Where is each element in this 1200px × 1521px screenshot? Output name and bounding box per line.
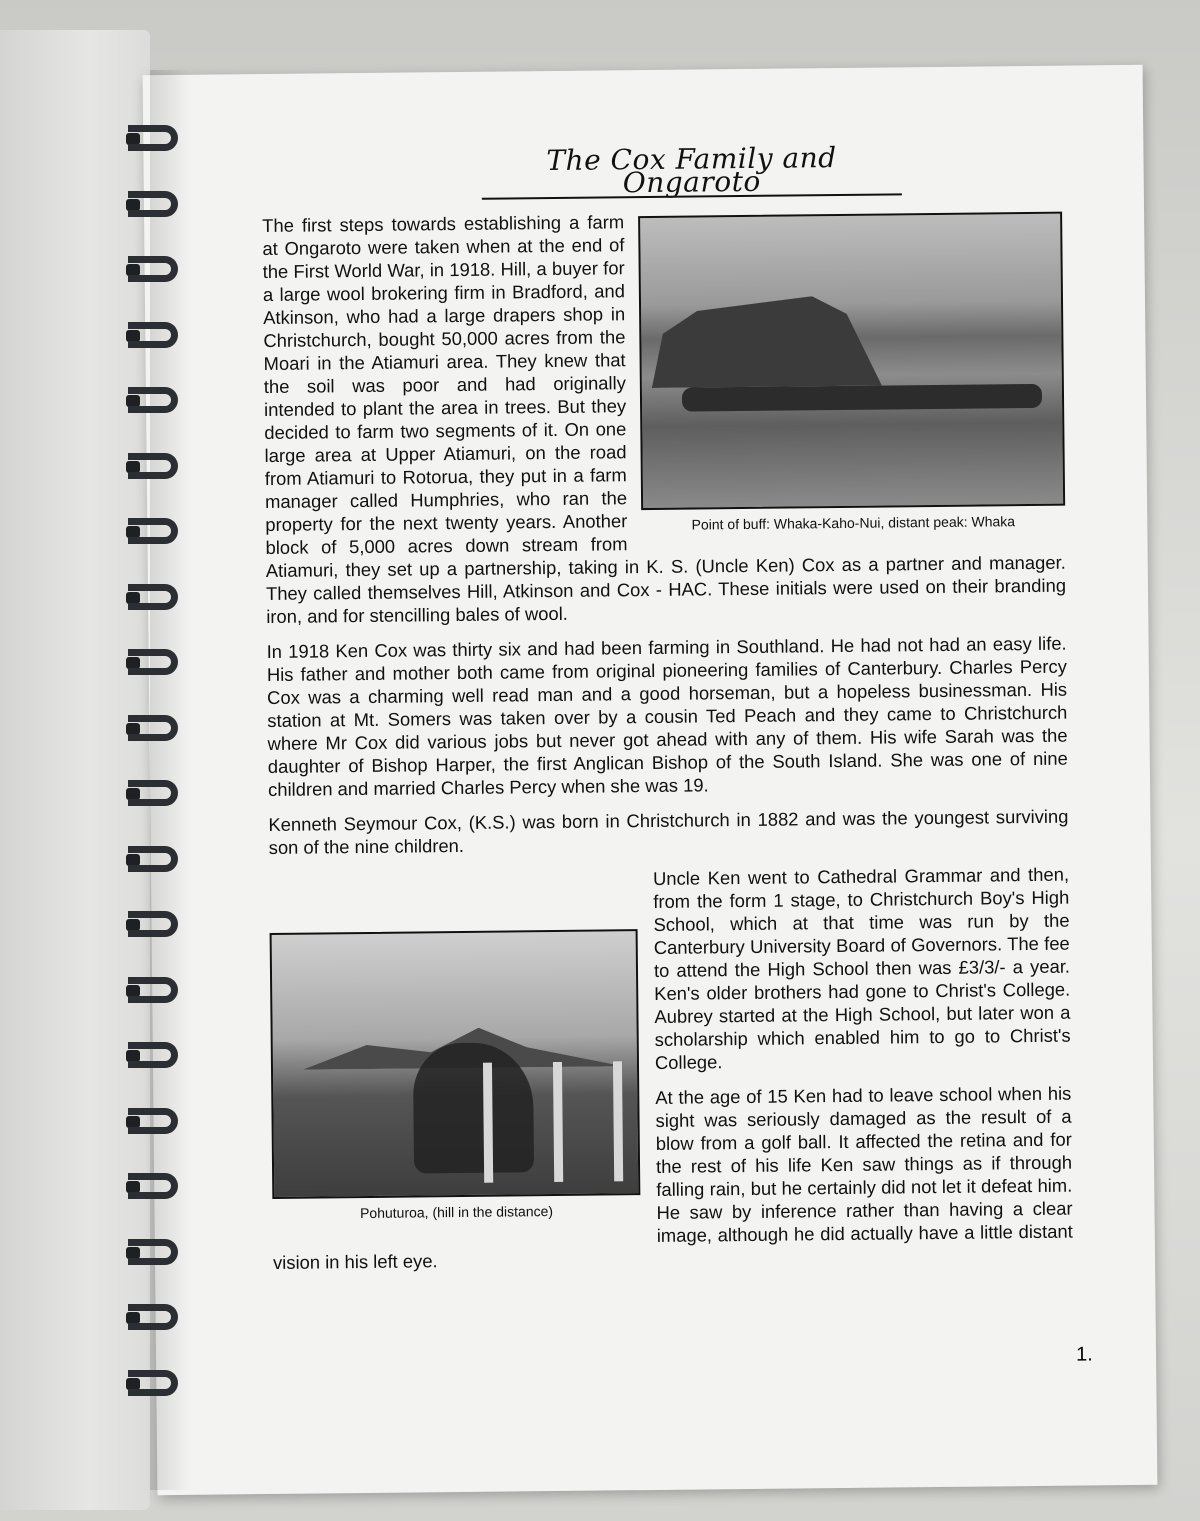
binding-coil <box>128 715 188 743</box>
binding-coil <box>128 584 188 612</box>
paragraph: The first steps towards establishing a farm at Ongaroto were taken when at the end of the First World War, in 1918. Hill, a buyer for a large wool brokering firm in Bradford, and Atkinson, who had a large drapers shop in Christchurch, bought 50,000 acres from the Moari in the Atiamuri area. They knew that the soil was poor and had originally intended to plant the area in trees. But they decided to farm two segments of it. On one large area at Upper Atiamuri, on the road from Atiamuri to Rotorua, they put in a farm manager called Humphries, who ran the property for the next twenty years. Another block of 5,000 acres down stream from Atiamuri, they set up a partnership, taking in K. S. (Uncle Ken) Cox as a partner and manager. They called themselves Hill, Atkinson and Cox - HAC. These initials were used on their branding iron, and for stencilling bales of wool. <box>262 211 1067 628</box>
landscape-photo <box>270 929 641 1199</box>
page-content <box>261 141 1073 1286</box>
binding-coil <box>128 1239 188 1267</box>
binding-coil <box>128 846 188 874</box>
binding-coil <box>128 911 188 939</box>
document-page <box>143 65 1158 1495</box>
figure-caption: Pohuturoa, (hill in the distance) <box>359 1203 554 1222</box>
landscape-photo <box>638 212 1065 510</box>
figure-whaka-kaho-nui <box>638 212 1065 537</box>
binding-coil <box>128 1108 188 1136</box>
binding-coil <box>128 191 188 219</box>
figure-pohuturoa <box>270 929 641 1226</box>
page-number: 1. <box>1075 1343 1093 1366</box>
fence-post <box>483 1063 493 1183</box>
bluff-shape <box>651 296 882 388</box>
binding-coil <box>128 1042 188 1070</box>
page-title: The Cox Family and Ongaroto <box>481 145 902 199</box>
bush-shape <box>413 1042 534 1173</box>
binding-coil <box>128 256 188 284</box>
paragraph: In 1918 Ken Cox was thirty six and had been farming in Southland. He had not had an easy life. His father and mother both came from original pioneering families of Canterbury. Charles Percy Cox was a charming well read man and a good horseman, but a hopeless businessman. His station at Mt. Somers was taken over by a cousin Ted Peach and they came to Christchurch where Mr Cox did various jobs but never got ahead with any of them. His wife Sarah was the daughter of Bishop Harper, the first Anglican Bishop of the South Island. She was one of nine children and married Charles Percy when she was 19. <box>266 632 1068 800</box>
binding-coil <box>128 649 188 677</box>
binding-coil <box>128 518 188 546</box>
binding-coil <box>128 322 188 350</box>
binding-coil <box>128 977 188 1005</box>
figure-caption: Point of buff: Whaka-Kaho-Nui, distant peak: Whaka <box>691 513 1016 533</box>
paragraph: At the age of 15 Ken had to leave school when his sight was seriously damaged as the result of a blow from a golf ball. It affected the retina and for the rest of his life Ken saw things as if through falling rain, but he certainly did not let it defeat him. He saw by inference rather than having a clear image, although he did actually have a little distant vision in his left eye. <box>272 1082 1073 1273</box>
paragraph: Uncle Ken went to Cathedral Grammar and then, from the form 1 stage, to Christchurch Boy's High School, which at that time was run by the Canterbury University Board of Governors. The fee to attend the High School then was £3/3/- a year. Ken's older brothers had gone to Christ's College. Aubrey started at the High School, but later won a scholarship which enabled him to go to Christ's College. <box>652 863 1071 1073</box>
paragraph: Kenneth Seymour Cox, (K.S.) was born in Christchurch in 1882 and was the youngest surviving son of the nine children. <box>268 805 1069 858</box>
binding-coil <box>128 453 188 481</box>
treeline-shape <box>682 384 1042 412</box>
binding-coil <box>128 780 188 808</box>
left-page <box>0 30 150 1510</box>
binding-coil <box>128 1173 188 1201</box>
binding-coil <box>128 387 188 415</box>
fence-post <box>553 1062 563 1182</box>
fence-post <box>613 1061 623 1181</box>
binding-coil <box>128 1370 188 1398</box>
binding-coil <box>128 125 188 153</box>
binding-coil <box>128 1304 188 1332</box>
